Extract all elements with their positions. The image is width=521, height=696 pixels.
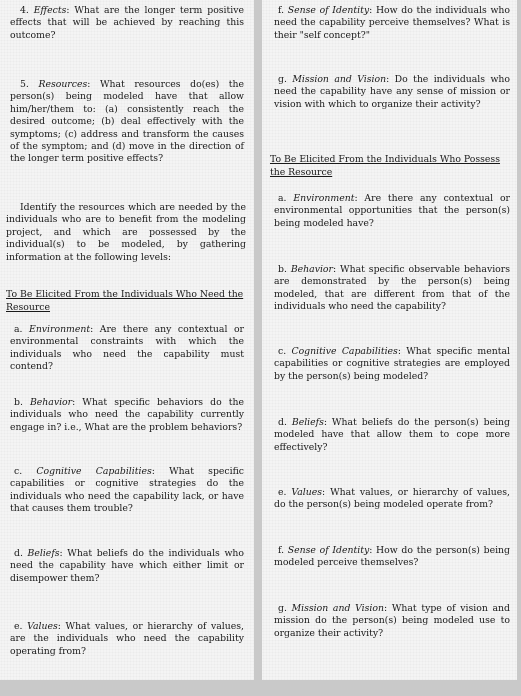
item-label: Resources: [38, 79, 88, 90]
item-label: Behavior: [290, 264, 333, 275]
need-item-environment: a. Environment: Are there any contextual or environmental constraints with which the individuals who need the capability must contend?: [10, 324, 244, 373]
item-label: Sense of Identity: [287, 545, 370, 556]
need-item-mission: g. Mission and Vision: Do the individuals who need the capability have any sense of mission or vision with which to organize their activity?: [274, 74, 510, 110]
item-label: Beliefs: [291, 417, 324, 428]
need-item-cognitive: c. Cognitive Capabilities: What specific capabilities or cognitive strategies do the individuals who need the capability lack, or have that causes them trouble?: [10, 466, 244, 515]
item-label: Cognitive Capabilities: [36, 466, 152, 477]
need-item-values: e. Values: What values, or hierarchy of values, are the individuals who need the capability operating from?: [10, 621, 244, 657]
left-column: [0, 0, 254, 680]
item-label: Values: [291, 487, 323, 498]
item-label: Values: [27, 621, 58, 632]
item-label: Mission and Vision: [291, 603, 384, 614]
item-label: Mission and Vision: [292, 74, 387, 85]
possess-item-cognitive: c. Cognitive Capabilities: What specific mental capabilities or cognitive strategies are employed by the person(s) being modeled?: [274, 346, 510, 382]
item-effects: 4. Effects: What are the longer term positive effects that will be achieved by reaching this outcome?: [10, 5, 244, 41]
need-item-behavior: b. Behavior: What specific behaviors do the individuals who need the capability currently engage in? i.e., What are the problem behaviors?: [10, 397, 244, 433]
section-heading-possess: To Be Elicited From the Individuals Who Possess the Resource: [270, 154, 500, 178]
need-item-identity: f. Sense of Identity: How do the individuals who need the capability perceive themselves? What is their "self concept?": [274, 5, 511, 41]
possess-item-environment: a. Environment: Are there any contextual or environmental opportunities that the person(s) being modeled have?: [274, 193, 510, 229]
item-label: Beliefs: [27, 548, 60, 559]
possess-item-identity: f. Sense of Identity: How do the person(s) being modeled perceive themselves?: [274, 545, 510, 569]
item-label: Environment: [29, 324, 91, 335]
section-heading-need: To Be Elicited From the Individuals Who Need the Resource: [6, 289, 244, 313]
possess-item-values: e. Values: What values, or hierarchy of values, do the person(s) being modeled operate from?: [274, 487, 510, 511]
item-label: Effects: [33, 5, 67, 16]
item-label: Environment: [293, 193, 355, 204]
item-resources: 5. Resources: What resources do(es) the person(s) being modeled have that allow him/her/them to: (a) consistently reach the desired outcome; (b) deal effectively with the symptoms; (c) address and transform the causes of the symptom; and (d) move in the direction of the longer term positive effects?: [10, 79, 245, 165]
need-item-beliefs: d. Beliefs: What beliefs do the individuals who need the capability have which either limit or disempower them?: [10, 548, 244, 584]
possess-item-beliefs: d. Beliefs: What beliefs do the person(s) being modeled have that allow them to cope more effectively?: [274, 417, 510, 453]
item-label: Cognitive Capabilities: [291, 346, 398, 357]
intro-paragraph: Identify the resources which are needed by the individuals who are to benefit from the modeling project, and which are possessed by the individual(s) to be modeled, by gathering information at the following levels:: [6, 202, 246, 263]
possess-item-behavior: b. Behavior: What specific observable behaviors are demonstrated by the person(s) being modeled, that are different from that of the individuals who need the capability?: [274, 264, 510, 313]
right-column: [262, 0, 517, 680]
possess-item-mission: g. Mission and Vision: What type of vision and mission do the person(s) being modeled use to organize their activity?: [274, 603, 511, 639]
item-label: Behavior: [29, 397, 73, 408]
item-label: Sense of Identity: [287, 5, 370, 16]
